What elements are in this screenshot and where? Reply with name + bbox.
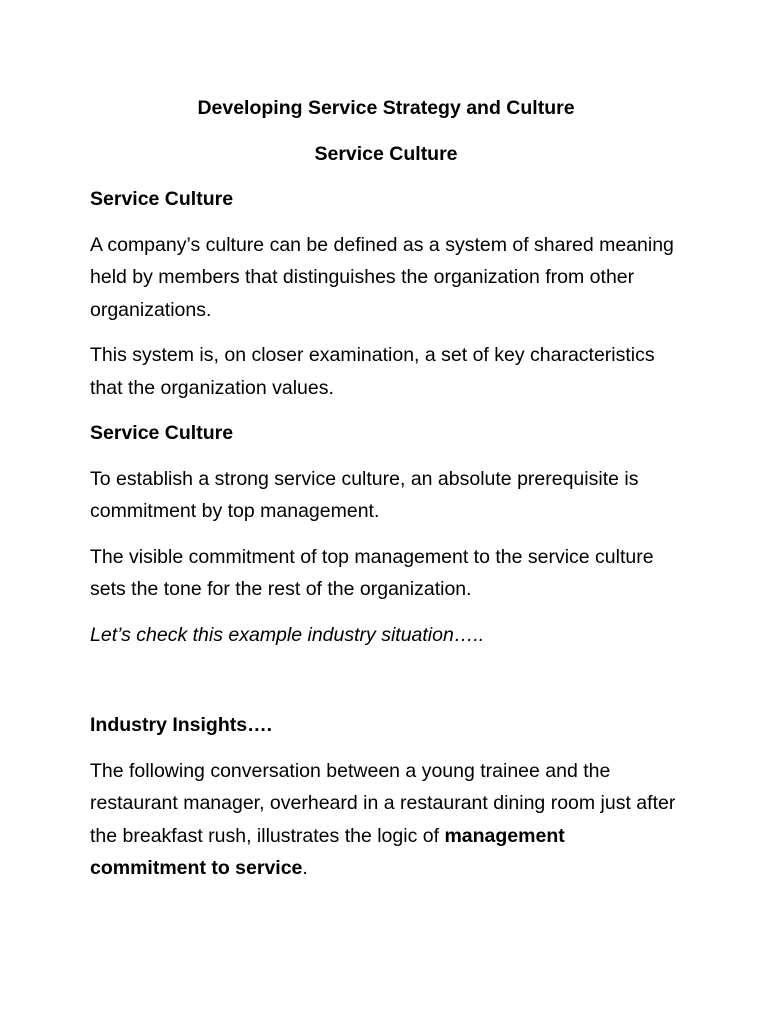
blank-line (90, 664, 682, 709)
paragraph-conversation-tail: . (302, 857, 308, 879)
paragraph-visible-commitment: The visible commitment of top management to the service culture sets the tone for the rest of the organization. (90, 545, 654, 600)
paragraph-conversation-bold: management commitment to service (90, 824, 565, 879)
paragraph-management-prerequisite: To establish a strong service culture, an absolute prerequisite is commitment by top management. (90, 467, 639, 522)
paragraph-conversation-lead: The following conversation between a young trainee and the restaurant manager, overheard in a restaurant dining room just after the breakfast rush, illustrates the logic of (90, 759, 676, 847)
paragraph-example-intro: Let’s check this example industry situation….. (90, 623, 485, 646)
section-heading-industry-insights: Industry Insights…. (90, 714, 273, 736)
document-title: Developing Service Strategy and Culture (197, 97, 575, 119)
section-heading-service-culture-1: Service Culture (90, 188, 234, 210)
paragraph-culture-definition: A company’s culture can be defined as a system of shared meaning held by members that distinguishes the organization from other organizations. (90, 233, 674, 321)
document-body (90, 92, 682, 898)
section-heading-service-culture-2: Service Culture (90, 422, 234, 444)
paragraph-conversation (90, 755, 682, 885)
document-subtitle: Service Culture (314, 142, 458, 165)
paragraph-key-characteristics: This system is, on closer examination, a set of key characteristics that the organization values. (90, 344, 655, 399)
